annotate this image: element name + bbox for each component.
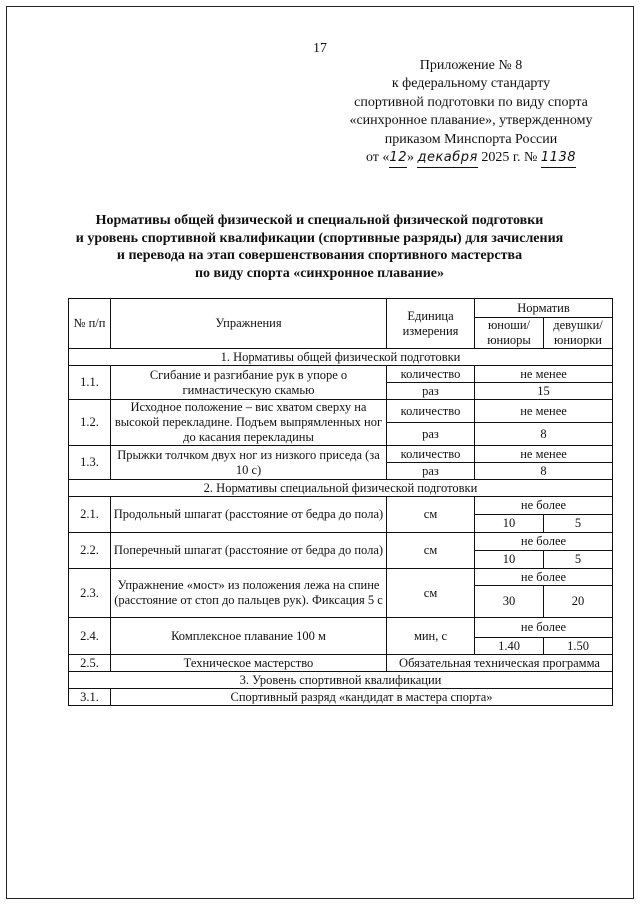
- row-condition: не более: [475, 569, 613, 586]
- row-condition: не менее: [475, 366, 613, 383]
- row-value-girls: 5: [544, 515, 613, 533]
- row-unit: см: [387, 497, 475, 533]
- row-exercise: Продольный шпагат (расстояние от бедра до пола): [111, 497, 387, 533]
- table-row: [69, 689, 613, 706]
- row-num: 2.4.: [69, 618, 111, 655]
- page-number: 17: [313, 41, 327, 56]
- section-row: [69, 672, 613, 689]
- row-exercise: Техническое мастерство: [111, 655, 387, 672]
- row-unit: количество: [387, 400, 475, 423]
- row-num: 1.1.: [69, 366, 111, 400]
- row-unit: раз: [387, 463, 475, 480]
- row-num: 1.2.: [69, 400, 111, 446]
- title-line: и перевода на этап совершенствования спортивного мастерства: [116, 248, 523, 263]
- appendix-line: к федеральному стандарту: [391, 76, 551, 92]
- title-line: Нормативы общей физической и специальной физической подготовки: [95, 213, 544, 228]
- table-row: [69, 446, 613, 463]
- row-value-girls: 5: [544, 551, 613, 569]
- row-condition: не менее: [475, 400, 613, 423]
- header-norm: Норматив: [475, 299, 613, 318]
- row-condition: не менее: [475, 446, 613, 463]
- appendix-title: Приложение № 8: [419, 58, 523, 73]
- table-row: [69, 497, 613, 515]
- row-unit: раз: [387, 423, 475, 446]
- row-num: 2.5.: [69, 655, 111, 672]
- row-unit: раз: [387, 383, 475, 400]
- header-girls: девушки/ юниорки: [544, 318, 613, 349]
- date-prefix: от «: [365, 150, 390, 166]
- row-value-boys: 1.40: [475, 638, 544, 655]
- date-mid: »: [406, 150, 418, 166]
- norms-table: [68, 298, 613, 706]
- appendix-line: приказом Минспорта России: [384, 131, 558, 147]
- row-value-girls: 20: [544, 586, 613, 618]
- row-value: Спортивный разряд «кандидат в мастера спорта»: [111, 689, 613, 706]
- header-unit: Единица измерения: [387, 299, 475, 349]
- row-value-boys: 10: [475, 551, 544, 569]
- row-num: 1.3.: [69, 446, 111, 480]
- row-num: 2.2.: [69, 533, 111, 569]
- appendix-block: [337, 57, 605, 168]
- date-year: 2025 г. №: [477, 150, 541, 166]
- row-value-boys: 10: [475, 515, 544, 533]
- row-value: 8: [475, 463, 613, 480]
- appendix-line: «синхронное плавание», утвержденному: [349, 113, 593, 129]
- header-num: № п/п: [69, 299, 111, 349]
- row-num: 3.1.: [69, 689, 111, 706]
- appendix-line: спортивной подготовки по виду спорта: [354, 94, 588, 110]
- table-row: [69, 655, 613, 672]
- row-unit: см: [387, 533, 475, 569]
- table-row: [69, 533, 613, 551]
- handwritten-order-number: 1138: [541, 149, 576, 168]
- title-line: по виду спорта «синхронное плавание»: [194, 265, 444, 281]
- row-num: 2.1.: [69, 497, 111, 533]
- row-unit: количество: [387, 446, 475, 463]
- row-exercise: Комплексное плавание 100 м: [111, 618, 387, 655]
- row-unit: мин, с: [387, 618, 475, 655]
- header-boys: юноши/ юниоры: [475, 318, 544, 349]
- document-page: [6, 6, 634, 899]
- appendix-date-line: [337, 149, 605, 168]
- section-title: 3. Уровень спортивной квалификации: [69, 672, 613, 689]
- row-unit: количество: [387, 366, 475, 383]
- section-row: [69, 480, 613, 497]
- row-exercise: Поперечный шпагат (расстояние от бедра до пола): [111, 533, 387, 569]
- table-row: [69, 569, 613, 586]
- header-exercises: Упражнения: [111, 299, 387, 349]
- row-value: 8: [475, 423, 613, 446]
- row-exercise: Исходное положение – вис хватом сверху на высокой перекладине. Подъем выпрямленных ног до касания перекладины: [111, 400, 387, 446]
- row-exercise: Упражнение «мост» из положения лежа на спине (расстояние от стоп до пальцев рук). Фиксация 5 с: [111, 569, 387, 618]
- section-row: [69, 349, 613, 366]
- row-exercise: Сгибание и разгибание рук в упоре о гимнастическую скамью: [111, 366, 387, 400]
- row-value-boys: 30: [475, 586, 544, 618]
- row-value: Обязательная техническая программа: [387, 655, 613, 672]
- section-title: 1. Нормативы общей физической подготовки: [69, 349, 613, 366]
- handwritten-month: декабря: [417, 149, 477, 168]
- row-value-girls: 1.50: [544, 638, 613, 655]
- table-row: [69, 618, 613, 638]
- title-line: и уровень спортивной квалификации (спортивные разряды) для зачисления: [75, 230, 564, 246]
- table-row: [69, 400, 613, 423]
- row-num: 2.3.: [69, 569, 111, 618]
- section-title: 2. Нормативы специальной физической подготовки: [69, 480, 613, 497]
- row-condition: не более: [475, 497, 613, 515]
- row-value: 15: [475, 383, 613, 400]
- document-title: [67, 212, 572, 282]
- row-exercise: Прыжки толчком двух ног из низкого приседа (за 10 с): [111, 446, 387, 480]
- row-unit: см: [387, 569, 475, 618]
- table-row: [69, 366, 613, 383]
- row-condition: не более: [475, 533, 613, 551]
- header-row: [69, 299, 613, 318]
- handwritten-day: 12: [389, 149, 407, 168]
- row-condition: не более: [475, 618, 613, 638]
